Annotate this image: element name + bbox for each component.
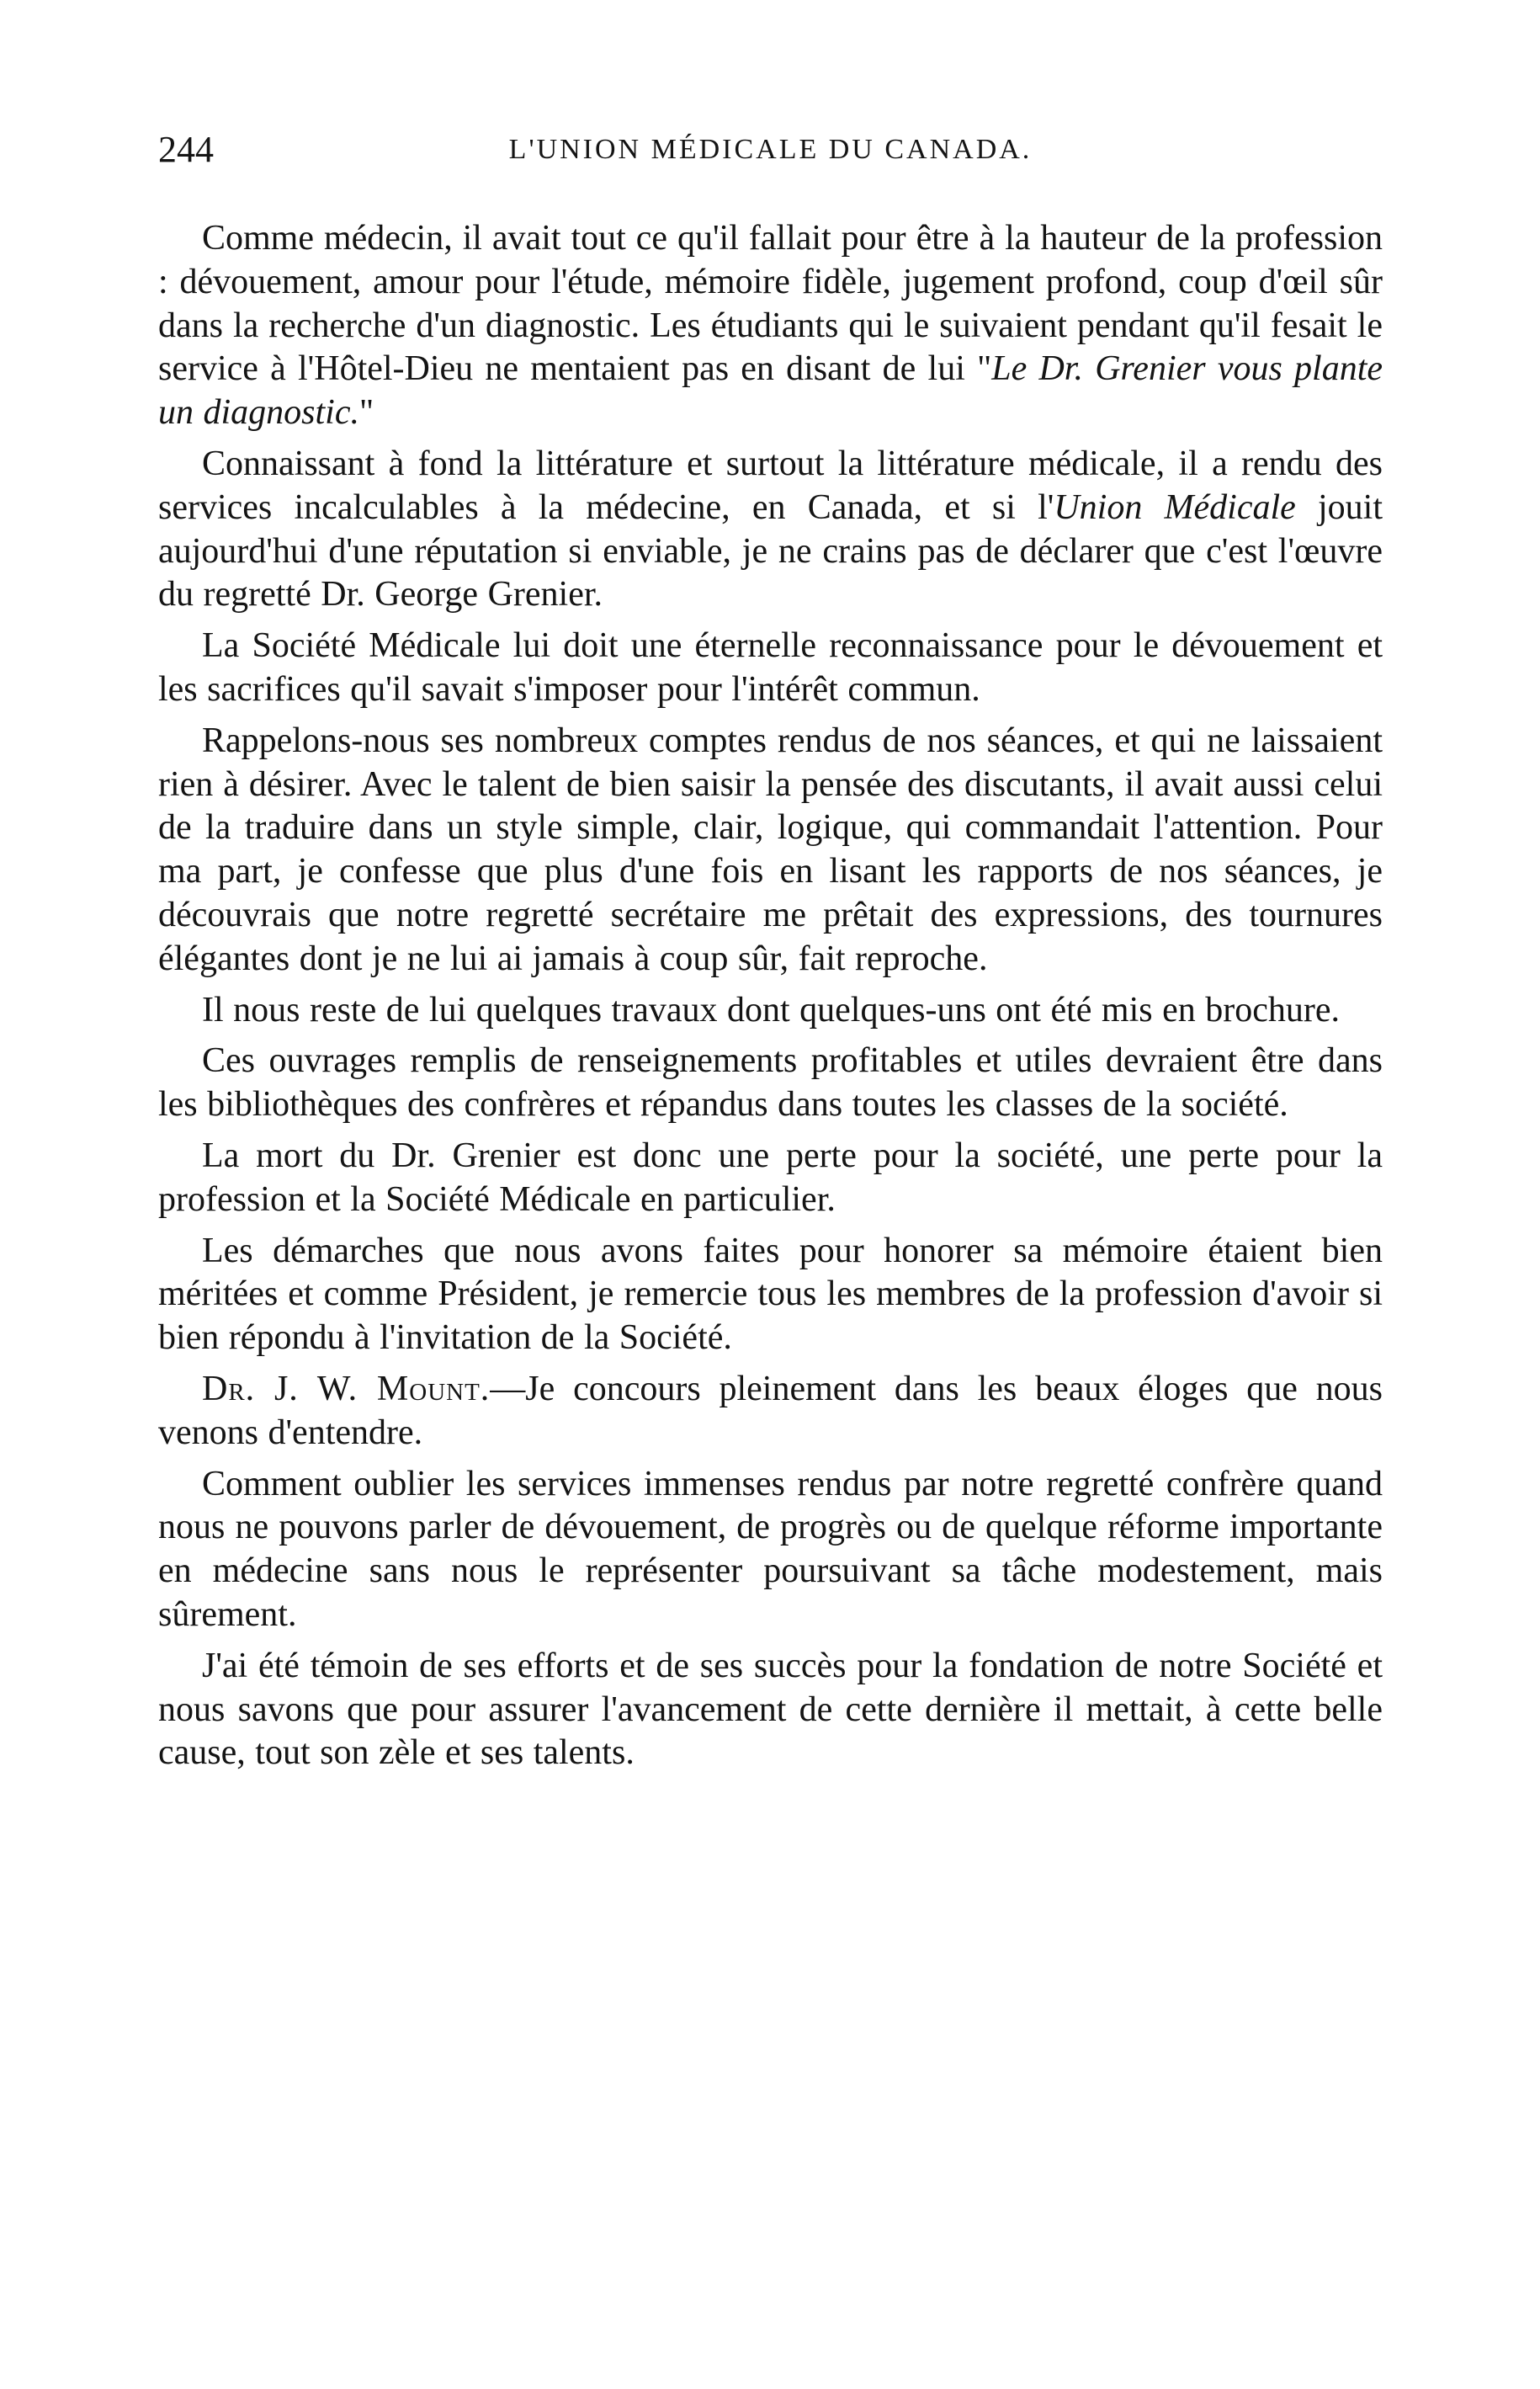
quoted-saying: Le Dr. Grenier vous plante un diagnostic.	[158, 349, 1383, 433]
paragraph-7: La mort du Dr. Grenier est donc une perte pour la société, une perte pour la profession et la Société Médicale en particulier.	[158, 1136, 1383, 1219]
paragraph-5: Il nous reste de lui quelques travaux dont quelques-uns ont été mis en brochure.	[202, 990, 1340, 1030]
paragraph-9	[158, 1368, 1383, 1455]
closing-quote: "	[359, 393, 374, 433]
paragraph-1	[158, 217, 1383, 435]
paragraph-11: J'ai été témoin de ses efforts et de ses succès pour la fondation de notre Société et nous savons que pour assurer l'avancement de cette dernière il mettait, à cette belle cause, tout son zèle et ses talents.	[158, 1646, 1383, 1773]
paragraph-3: La Société Médicale lui doit une éternelle reconnaissance pour le dévouement et les sacrifices qu'il savait s'imposer pour l'intérêt commun.	[158, 626, 1383, 709]
paragraph-2-text-start: Connaissant à fond la littérature et surtout la littérature médicale, il a rendu des services incalculables à la médecine, en Canada, et si l'	[158, 444, 1383, 527]
article-body	[158, 217, 1383, 1775]
running-header	[158, 125, 1383, 175]
paragraph-9-text: —Je concours pleinement dans les beaux éloges que nous venons d'entendre.	[158, 1369, 1383, 1452]
page-number: 244	[158, 129, 214, 170]
paragraph-1-text: Comme médecin, il avait tout ce qu'il fallait pour être à la hauteur de la profession : dévouement, amour pour l'étude, mémoire fidèle, jugement profond, coup d'œil sûr dans la recherche d'un diagnostic. Les étudiants qui le suivaient pendant qu'il fesait le service à l'Hôtel-Dieu ne mentaient pas en disant de lui "	[158, 219, 1383, 389]
journal-name-italic: Union Médicale	[1054, 487, 1296, 527]
paragraph-10: Comment oublier les services immenses rendus par notre regretté confrère quand nous ne pouvons parler de dévouement, de progrès ou de quelque réforme importante en médecine sans nous le représenter poursuivant sa tâche modestement, mais sûrement.	[158, 1464, 1383, 1634]
paragraph-6: Ces ouvrages remplis de renseignements profitables et utiles devraient être dans les bibliothèques des confrères et répandus dans toutes les classes de la société.	[158, 1041, 1383, 1125]
speaker-name: Dr. J. W. Mount.	[202, 1369, 491, 1408]
paragraph-2-text-end: jouit aujourd'hui d'une réputation si enviable, je ne crains pas de déclarer que c'est l'œuvre du regretté Dr. George Grenier.	[158, 487, 1383, 615]
paragraph-2	[158, 443, 1383, 617]
paragraph-4: Rappelons-nous ses nombreux comptes rendus de nos séances, et qui ne laissaient rien à désirer. Avec le talent de bien saisir la pensée des discutants, il avait aussi celui de la traduire dans un style simple, clair, logique, qui commandait l'attention. Pour ma part, je confesse que plus d'une fois en lisant les rapports de nos séances, je découvrais que notre regretté secrétaire me prêtait des expressions, des tournures élégantes dont je ne lui ai jamais à coup sûr, fait reproche.	[158, 721, 1383, 978]
paragraph-8: Les démarches que nous avons faites pour honorer sa mémoire étaient bien méritées et comme Président, je remercie tous les membres de la profession d'avoir si bien répondu à l'invitation de la Société.	[158, 1231, 1383, 1358]
journal-title: L'UNION MÉDICALE DU CANADA.	[508, 134, 1033, 165]
